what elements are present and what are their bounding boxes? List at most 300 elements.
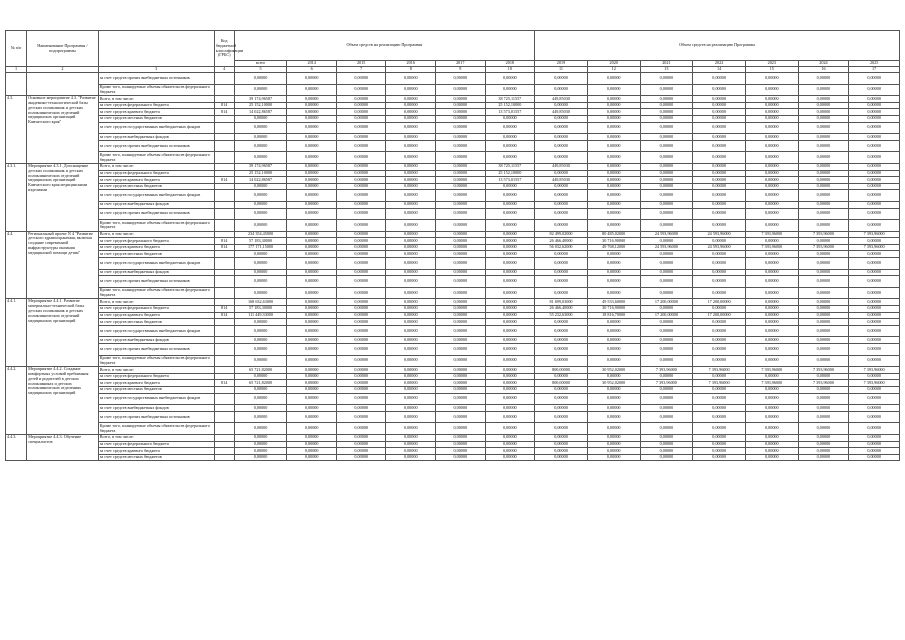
amount-cell: 0,00000 — [386, 109, 436, 116]
grbs-code — [214, 411, 234, 423]
amount-cell: 0,00000 — [640, 170, 693, 177]
amount-cell: 0,00000 — [849, 454, 900, 461]
amount-cell: 0,00000 — [535, 448, 588, 455]
amount-cell: 0,00000 — [336, 102, 386, 109]
amount-cell: 0,00000 — [287, 177, 337, 184]
amount-cell: 0,00000 — [287, 337, 337, 344]
year-header: 2015 — [336, 61, 386, 67]
amount-cell: 0,00000 — [336, 448, 386, 455]
amount-cell: 0,00000 — [336, 244, 386, 251]
amount-cell: 0,00000 — [386, 448, 436, 455]
amount-cell: 0,00000 — [640, 337, 693, 344]
amount-cell: 0,00000 — [849, 152, 900, 164]
table-row — [6, 276, 900, 288]
amount-cell: 80 485,02000 — [587, 231, 640, 238]
amount-cell: 0,00000 — [287, 355, 337, 367]
amount-cell: 0,00000 — [745, 393, 798, 405]
funding-source: Кроме того, планируемые объемы обязательств федерального бюджета — [98, 152, 214, 164]
table-row — [6, 337, 900, 344]
amount-cell: 25 152,10000 — [234, 170, 287, 177]
column-index: 9 — [436, 67, 486, 73]
table-row — [6, 220, 900, 232]
table-row — [6, 393, 900, 405]
row-number: 4.4.1. — [6, 299, 27, 367]
amount-cell: 0,00000 — [849, 276, 900, 288]
amount-cell: 0,00000 — [287, 269, 337, 276]
amount-cell: 0,00000 — [234, 434, 287, 441]
year-header: 2025 — [849, 61, 900, 67]
amount-cell: 0,00000 — [849, 312, 900, 319]
amount-cell: 0,00000 — [436, 208, 486, 220]
amount-cell: 0,00000 — [745, 134, 798, 141]
amount-cell: 25 152,10000 — [234, 102, 287, 109]
amount-cell: 0,00000 — [386, 269, 436, 276]
year-header: всего — [234, 61, 287, 67]
amount-cell: 0,00000 — [287, 441, 337, 448]
amount-cell: 800,00000 — [535, 380, 588, 387]
amount-cell: 0,00000 — [587, 134, 640, 141]
amount-cell: 0,00000 — [535, 441, 588, 448]
amount-cell: 0,00000 — [849, 238, 900, 245]
grbs-code — [214, 386, 234, 393]
amount-cell: 0,00000 — [693, 134, 746, 141]
amount-cell: 0,00000 — [693, 287, 746, 299]
grbs-code — [214, 170, 234, 177]
year-header: 2021 — [640, 61, 693, 67]
amount-cell: 65 721,82000 — [234, 367, 287, 374]
amount-cell: 0,00000 — [436, 393, 486, 405]
amount-cell: 0,00000 — [436, 355, 486, 367]
amount-cell: 0,00000 — [693, 96, 746, 103]
amount-cell: 0,00000 — [336, 434, 386, 441]
amount-cell: 0,00000 — [436, 276, 486, 288]
amount-cell: 0,00000 — [485, 441, 535, 448]
amount-cell: 0,00000 — [640, 276, 693, 288]
amount-cell: 7 393,96000 — [745, 231, 798, 238]
amount-cell: 0,00000 — [849, 269, 900, 276]
amount-cell: 0,00000 — [535, 386, 588, 393]
amount-cell: 0,00000 — [693, 337, 746, 344]
amount-cell: 0,00000 — [287, 405, 337, 412]
grbs-code — [214, 287, 234, 299]
amount-cell: 0,00000 — [287, 134, 337, 141]
amount-cell: 0,00000 — [436, 102, 486, 109]
amount-cell: 0,00000 — [745, 344, 798, 356]
amount-cell: 0,00000 — [693, 84, 746, 96]
amount-cell: 0,00000 — [287, 251, 337, 258]
amount-cell: 800,00000 — [535, 367, 588, 374]
amount-cell: 0,00000 — [386, 208, 436, 220]
amount-cell: 0,00000 — [587, 170, 640, 177]
amount-cell: 0,00000 — [336, 386, 386, 393]
amount-cell: 0,00000 — [535, 190, 588, 202]
amount-cell: 0,00000 — [287, 411, 337, 423]
amount-cell: 0,00000 — [745, 373, 798, 380]
amount-cell: 0,00000 — [436, 220, 486, 232]
amount-cell: 0,00000 — [849, 170, 900, 177]
amount-cell: 0,00000 — [745, 152, 798, 164]
amount-cell: 0,00000 — [849, 441, 900, 448]
amount-cell: 0,00000 — [745, 115, 798, 122]
amount-cell: 0,00000 — [336, 122, 386, 134]
amount-cell: 0,00000 — [745, 190, 798, 202]
amount-cell: 0,00000 — [535, 122, 588, 134]
table-row — [6, 73, 900, 85]
funding-source: за счет средств краевого бюджета — [98, 244, 214, 251]
amount-cell: 38 725,11557 — [485, 96, 535, 103]
amount-cell: 0,00000 — [798, 448, 849, 455]
amount-cell: 0,00000 — [386, 96, 436, 103]
amount-cell: 0,00000 — [535, 355, 588, 367]
amount-cell: 0,00000 — [234, 386, 287, 393]
amount-cell: 0,00000 — [485, 269, 535, 276]
amount-cell: 0,00000 — [693, 190, 746, 202]
amount-cell: 0,00000 — [336, 319, 386, 326]
row-number: 4.3.1. — [6, 163, 27, 231]
amount-cell: 0,00000 — [386, 373, 436, 380]
funding-source: Кроме того, планируемые объемы обязательств федерального бюджета — [98, 423, 214, 435]
amount-cell: 0,00000 — [587, 337, 640, 344]
funding-source: за счет средств внебюджетных фондов — [98, 134, 214, 141]
amount-cell: 0,00000 — [587, 183, 640, 190]
amount-cell: 0,00000 — [485, 190, 535, 202]
funding-source: за счет средств федерального бюджета — [98, 306, 214, 313]
funding-source: за счет средств краевого бюджета — [98, 448, 214, 455]
amount-cell: 0,00000 — [849, 84, 900, 96]
amount-cell: 0,00000 — [287, 434, 337, 441]
grbs-code — [214, 448, 234, 455]
amount-cell: 0,00000 — [693, 183, 746, 190]
amount-cell: 0,00000 — [693, 140, 746, 152]
amount-cell: 0,00000 — [234, 140, 287, 152]
grbs-code — [214, 423, 234, 435]
grbs-code — [214, 220, 234, 232]
amount-cell: 0,00000 — [535, 140, 588, 152]
funding-source: Всего, в том числе: — [98, 299, 214, 306]
amount-cell: 0,00000 — [436, 441, 486, 448]
grbs-code — [214, 84, 234, 96]
amount-cell: 0,00000 — [436, 96, 486, 103]
amount-cell: 0,00000 — [587, 355, 640, 367]
amount-cell: 0,00000 — [436, 84, 486, 96]
amount-cell: 0,00000 — [587, 109, 640, 116]
amount-cell: 0,00000 — [386, 238, 436, 245]
measure-name: Основное мероприятие 4.3. "Развитие академико-технологической базы детских поликлиник и детских поликлинических отделений медицинских организаций Камчатского края" — [27, 96, 99, 164]
amount-cell: 0,00000 — [640, 163, 693, 170]
amount-cell: 0,00000 — [693, 454, 746, 461]
amount-cell: 0,00000 — [336, 373, 386, 380]
amount-cell: 0,00000 — [234, 405, 287, 412]
measure-name: Региональный проект N 4 "Развитие детского здравоохранения, включая создание современной инфраструктуры оказания медицинской помощи детям" — [27, 231, 99, 299]
amount-cell: 0,00000 — [693, 448, 746, 455]
amount-cell: 0,00000 — [745, 337, 798, 344]
amount-cell: 0,00000 — [693, 373, 746, 380]
amount-cell: 0,00000 — [693, 276, 746, 288]
amount-cell: 0,00000 — [436, 454, 486, 461]
amount-cell: 0,00000 — [336, 325, 386, 337]
amount-cell: 0,00000 — [693, 177, 746, 184]
grbs-code — [214, 344, 234, 356]
grbs-code — [214, 325, 234, 337]
amount-cell: 0,00000 — [587, 163, 640, 170]
grbs-code — [214, 276, 234, 288]
amount-cell: 0,00000 — [336, 220, 386, 232]
amount-cell: 0,00000 — [436, 411, 486, 423]
amount-cell: 0,00000 — [587, 152, 640, 164]
amount-cell: 0,00000 — [587, 434, 640, 441]
amount-cell: 0,00000 — [535, 423, 588, 435]
amount-cell: 0,00000 — [693, 319, 746, 326]
amount-cell: 0,00000 — [798, 109, 849, 116]
amount-cell: 0,00000 — [693, 355, 746, 367]
amount-cell: 0,00000 — [798, 269, 849, 276]
funding-source: Кроме того, планируемые объемы обязательств федерального бюджета — [98, 220, 214, 232]
amount-cell: 57 183,30000 — [234, 306, 287, 313]
amount-cell: 0,00000 — [640, 423, 693, 435]
amount-cell: 0,00000 — [336, 84, 386, 96]
amount-cell: 0,00000 — [287, 454, 337, 461]
amount-cell: 0,00000 — [287, 122, 337, 134]
measure-name: Мероприятие 4.4.3. Обучение специалистов — [27, 434, 99, 460]
amount-cell: 0,00000 — [849, 306, 900, 313]
amount-cell: 0,00000 — [386, 190, 436, 202]
amount-cell: 0,00000 — [693, 115, 746, 122]
amount-cell: 0,00000 — [640, 84, 693, 96]
table-row — [6, 386, 900, 393]
amount-cell: 0,00000 — [535, 325, 588, 337]
amount-cell: 0,00000 — [849, 177, 900, 184]
grbs-code: 814 — [214, 102, 234, 109]
table-row — [6, 208, 900, 220]
amount-cell: 0,00000 — [386, 423, 436, 435]
amount-cell: 0,00000 — [640, 251, 693, 258]
table-row — [6, 251, 900, 258]
funding-source: за счет средств прочих внебюджетных источников — [98, 208, 214, 220]
table-row — [6, 287, 900, 299]
grbs-code — [214, 337, 234, 344]
amount-cell: 0,00000 — [745, 73, 798, 85]
amount-cell: 168 632,63000 — [234, 299, 287, 306]
amount-cell: 0,00000 — [587, 208, 640, 220]
amount-cell: 0,00000 — [798, 454, 849, 461]
amount-cell: 0,00000 — [386, 319, 436, 326]
amount-cell: 7 393,96000 — [745, 367, 798, 374]
amount-cell: 0,00000 — [485, 84, 535, 96]
amount-cell: 0,00000 — [849, 434, 900, 441]
amount-cell: 0,00000 — [745, 276, 798, 288]
amount-cell: 0,00000 — [535, 411, 588, 423]
amount-cell: 0,00000 — [287, 238, 337, 245]
funding-source: за счет средств федерального бюджета — [98, 441, 214, 448]
column-index: 16 — [798, 67, 849, 73]
table-row — [6, 441, 900, 448]
amount-cell: 0,00000 — [287, 152, 337, 164]
funding-source: Кроме того, планируемые объемы обязательств федерального бюджета — [98, 287, 214, 299]
amount-cell: 0,00000 — [436, 244, 486, 251]
amount-cell: 7 393,96000 — [745, 244, 798, 251]
amount-cell: 0,00000 — [287, 319, 337, 326]
amount-cell: 0,00000 — [287, 386, 337, 393]
amount-cell: 0,00000 — [287, 84, 337, 96]
amount-cell: 0,00000 — [336, 423, 386, 435]
column-index: 17 — [849, 67, 900, 73]
amount-cell: 0,00000 — [640, 238, 693, 245]
amount-cell: 0,00000 — [849, 287, 900, 299]
amount-cell: 0,00000 — [336, 152, 386, 164]
amount-cell: 0,00000 — [336, 306, 386, 313]
table-row — [6, 122, 900, 134]
amount-cell: 81 699,03000 — [535, 299, 588, 306]
funding-source: за счет средств местных бюджетов — [98, 319, 214, 326]
amount-cell: 0,00000 — [485, 373, 535, 380]
table-row — [6, 231, 900, 238]
funding-source: за счет средств местных бюджетов — [98, 386, 214, 393]
amount-cell: 0,00000 — [640, 325, 693, 337]
amount-cell: 0,00000 — [849, 325, 900, 337]
table-row — [6, 411, 900, 423]
grbs-code — [214, 183, 234, 190]
amount-cell: 0,00000 — [436, 380, 486, 387]
amount-cell: 0,00000 — [336, 454, 386, 461]
amount-cell: 0,00000 — [485, 140, 535, 152]
amount-cell: 0,00000 — [485, 299, 535, 306]
amount-cell: 0,00000 — [436, 134, 486, 141]
amount-cell: 0,00000 — [640, 183, 693, 190]
amount-cell: 17 200,00000 — [693, 312, 746, 319]
amount-cell: 26 466,40000 — [535, 238, 588, 245]
amount-cell: 0,00000 — [693, 170, 746, 177]
amount-cell: 0,00000 — [485, 276, 535, 288]
funding-source: за счет средств прочих внебюджетных источников — [98, 411, 214, 423]
amount-cell: 0,00000 — [640, 386, 693, 393]
grbs-code — [214, 269, 234, 276]
amount-cell: 0,00000 — [287, 231, 337, 238]
amount-cell: 0,00000 — [587, 386, 640, 393]
funding-source: за счет средств государственных внебюджетных фондов — [98, 258, 214, 270]
amount-cell: 0,00000 — [849, 109, 900, 116]
amount-cell: 0,00000 — [693, 441, 746, 448]
amount-cell: 0,00000 — [640, 115, 693, 122]
amount-cell: 0,00000 — [640, 411, 693, 423]
amount-cell: 17 200,00000 — [640, 312, 693, 319]
table-row — [6, 201, 900, 208]
amount-cell: 13 573,01557 — [485, 109, 535, 116]
amount-cell: 0,00000 — [436, 140, 486, 152]
amount-cell: 0,00000 — [485, 201, 535, 208]
amount-cell: 0,00000 — [234, 269, 287, 276]
amount-cell: 0,00000 — [587, 251, 640, 258]
amount-cell: 0,00000 — [234, 454, 287, 461]
amount-cell: 0,00000 — [436, 325, 486, 337]
amount-cell: 0,00000 — [693, 122, 746, 134]
amount-cell: 0,00000 — [745, 258, 798, 270]
amount-cell: 0,00000 — [234, 134, 287, 141]
amount-cell: 0,00000 — [587, 405, 640, 412]
grbs-code — [214, 434, 234, 441]
funding-source: за счет средств внебюджетных фондов — [98, 201, 214, 208]
funding-source: за счет средств краевого бюджета — [98, 312, 214, 319]
amount-cell: 0,00000 — [386, 386, 436, 393]
amount-cell: 0,00000 — [798, 287, 849, 299]
year-header: 2022 — [693, 61, 746, 67]
amount-cell: 0,00000 — [386, 102, 436, 109]
amount-cell: 0,00000 — [587, 325, 640, 337]
budget-table — [5, 30, 900, 461]
amount-cell: 0,00000 — [798, 393, 849, 405]
year-header: 2017 — [436, 61, 486, 67]
amount-cell: 0,00000 — [336, 73, 386, 85]
amount-cell: 0,00000 — [745, 448, 798, 455]
amount-cell: 0,00000 — [587, 344, 640, 356]
amount-cell: 0,00000 — [693, 109, 746, 116]
amount-cell: 0,00000 — [587, 423, 640, 435]
amount-cell: 0,00000 — [587, 373, 640, 380]
amount-cell: 0,00000 — [798, 84, 849, 96]
amount-cell: 111 449,33000 — [234, 312, 287, 319]
amount-cell: 0,00000 — [436, 299, 486, 306]
amount-cell: 0,00000 — [336, 177, 386, 184]
column-index: 7 — [336, 67, 386, 73]
amount-cell: 0,00000 — [287, 258, 337, 270]
amount-cell: 0,00000 — [798, 312, 849, 319]
amount-cell: 0,00000 — [745, 170, 798, 177]
amount-cell: 0,00000 — [436, 122, 486, 134]
amount-cell: 0,00000 — [849, 405, 900, 412]
amount-cell: 0,00000 — [745, 122, 798, 134]
amount-cell: 0,00000 — [535, 251, 588, 258]
amount-cell: 0,00000 — [587, 96, 640, 103]
amount-cell: 7 393,96000 — [849, 380, 900, 387]
amount-cell: 0,00000 — [386, 152, 436, 164]
amount-cell: 0,00000 — [745, 325, 798, 337]
amount-cell: 0,00000 — [849, 208, 900, 220]
amount-cell: 0,00000 — [336, 276, 386, 288]
amount-cell: 0,00000 — [640, 96, 693, 103]
amount-cell: 0,00000 — [234, 319, 287, 326]
amount-cell: 0,00000 — [386, 337, 436, 344]
amount-cell: 0,00000 — [287, 140, 337, 152]
table-row — [6, 405, 900, 412]
amount-cell: 0,00000 — [336, 238, 386, 245]
row-number: 4.3. — [6, 96, 27, 164]
amount-cell: 0,00000 — [535, 208, 588, 220]
grbs-code — [214, 405, 234, 412]
amount-cell: 0,00000 — [436, 177, 486, 184]
amount-cell: 0,00000 — [336, 109, 386, 116]
amount-cell: 0,00000 — [745, 411, 798, 423]
amount-cell: 0,00000 — [798, 299, 849, 306]
table-row — [6, 312, 900, 319]
amount-cell: 7 393,96000 — [849, 367, 900, 374]
amount-cell: 0,00000 — [693, 102, 746, 109]
amount-cell: 0,00000 — [587, 220, 640, 232]
amount-cell: 0,00000 — [386, 134, 436, 141]
amount-cell: 0,00000 — [745, 201, 798, 208]
amount-cell: 30 952,02000 — [587, 380, 640, 387]
amount-cell: 0,00000 — [849, 96, 900, 103]
amount-cell: 0,00000 — [336, 287, 386, 299]
amount-cell: 0,00000 — [287, 73, 337, 85]
amount-cell: 0,00000 — [745, 208, 798, 220]
amount-cell: 0,00000 — [640, 190, 693, 202]
amount-cell: 0,00000 — [693, 344, 746, 356]
funding-source: за счет средств внебюджетных фондов — [98, 269, 214, 276]
amount-cell: 0,00000 — [640, 102, 693, 109]
amount-cell: 7 393,96000 — [849, 244, 900, 251]
amount-cell: 0,00000 — [798, 134, 849, 141]
amount-cell: 0,00000 — [287, 344, 337, 356]
amount-cell: 0,00000 — [798, 306, 849, 313]
